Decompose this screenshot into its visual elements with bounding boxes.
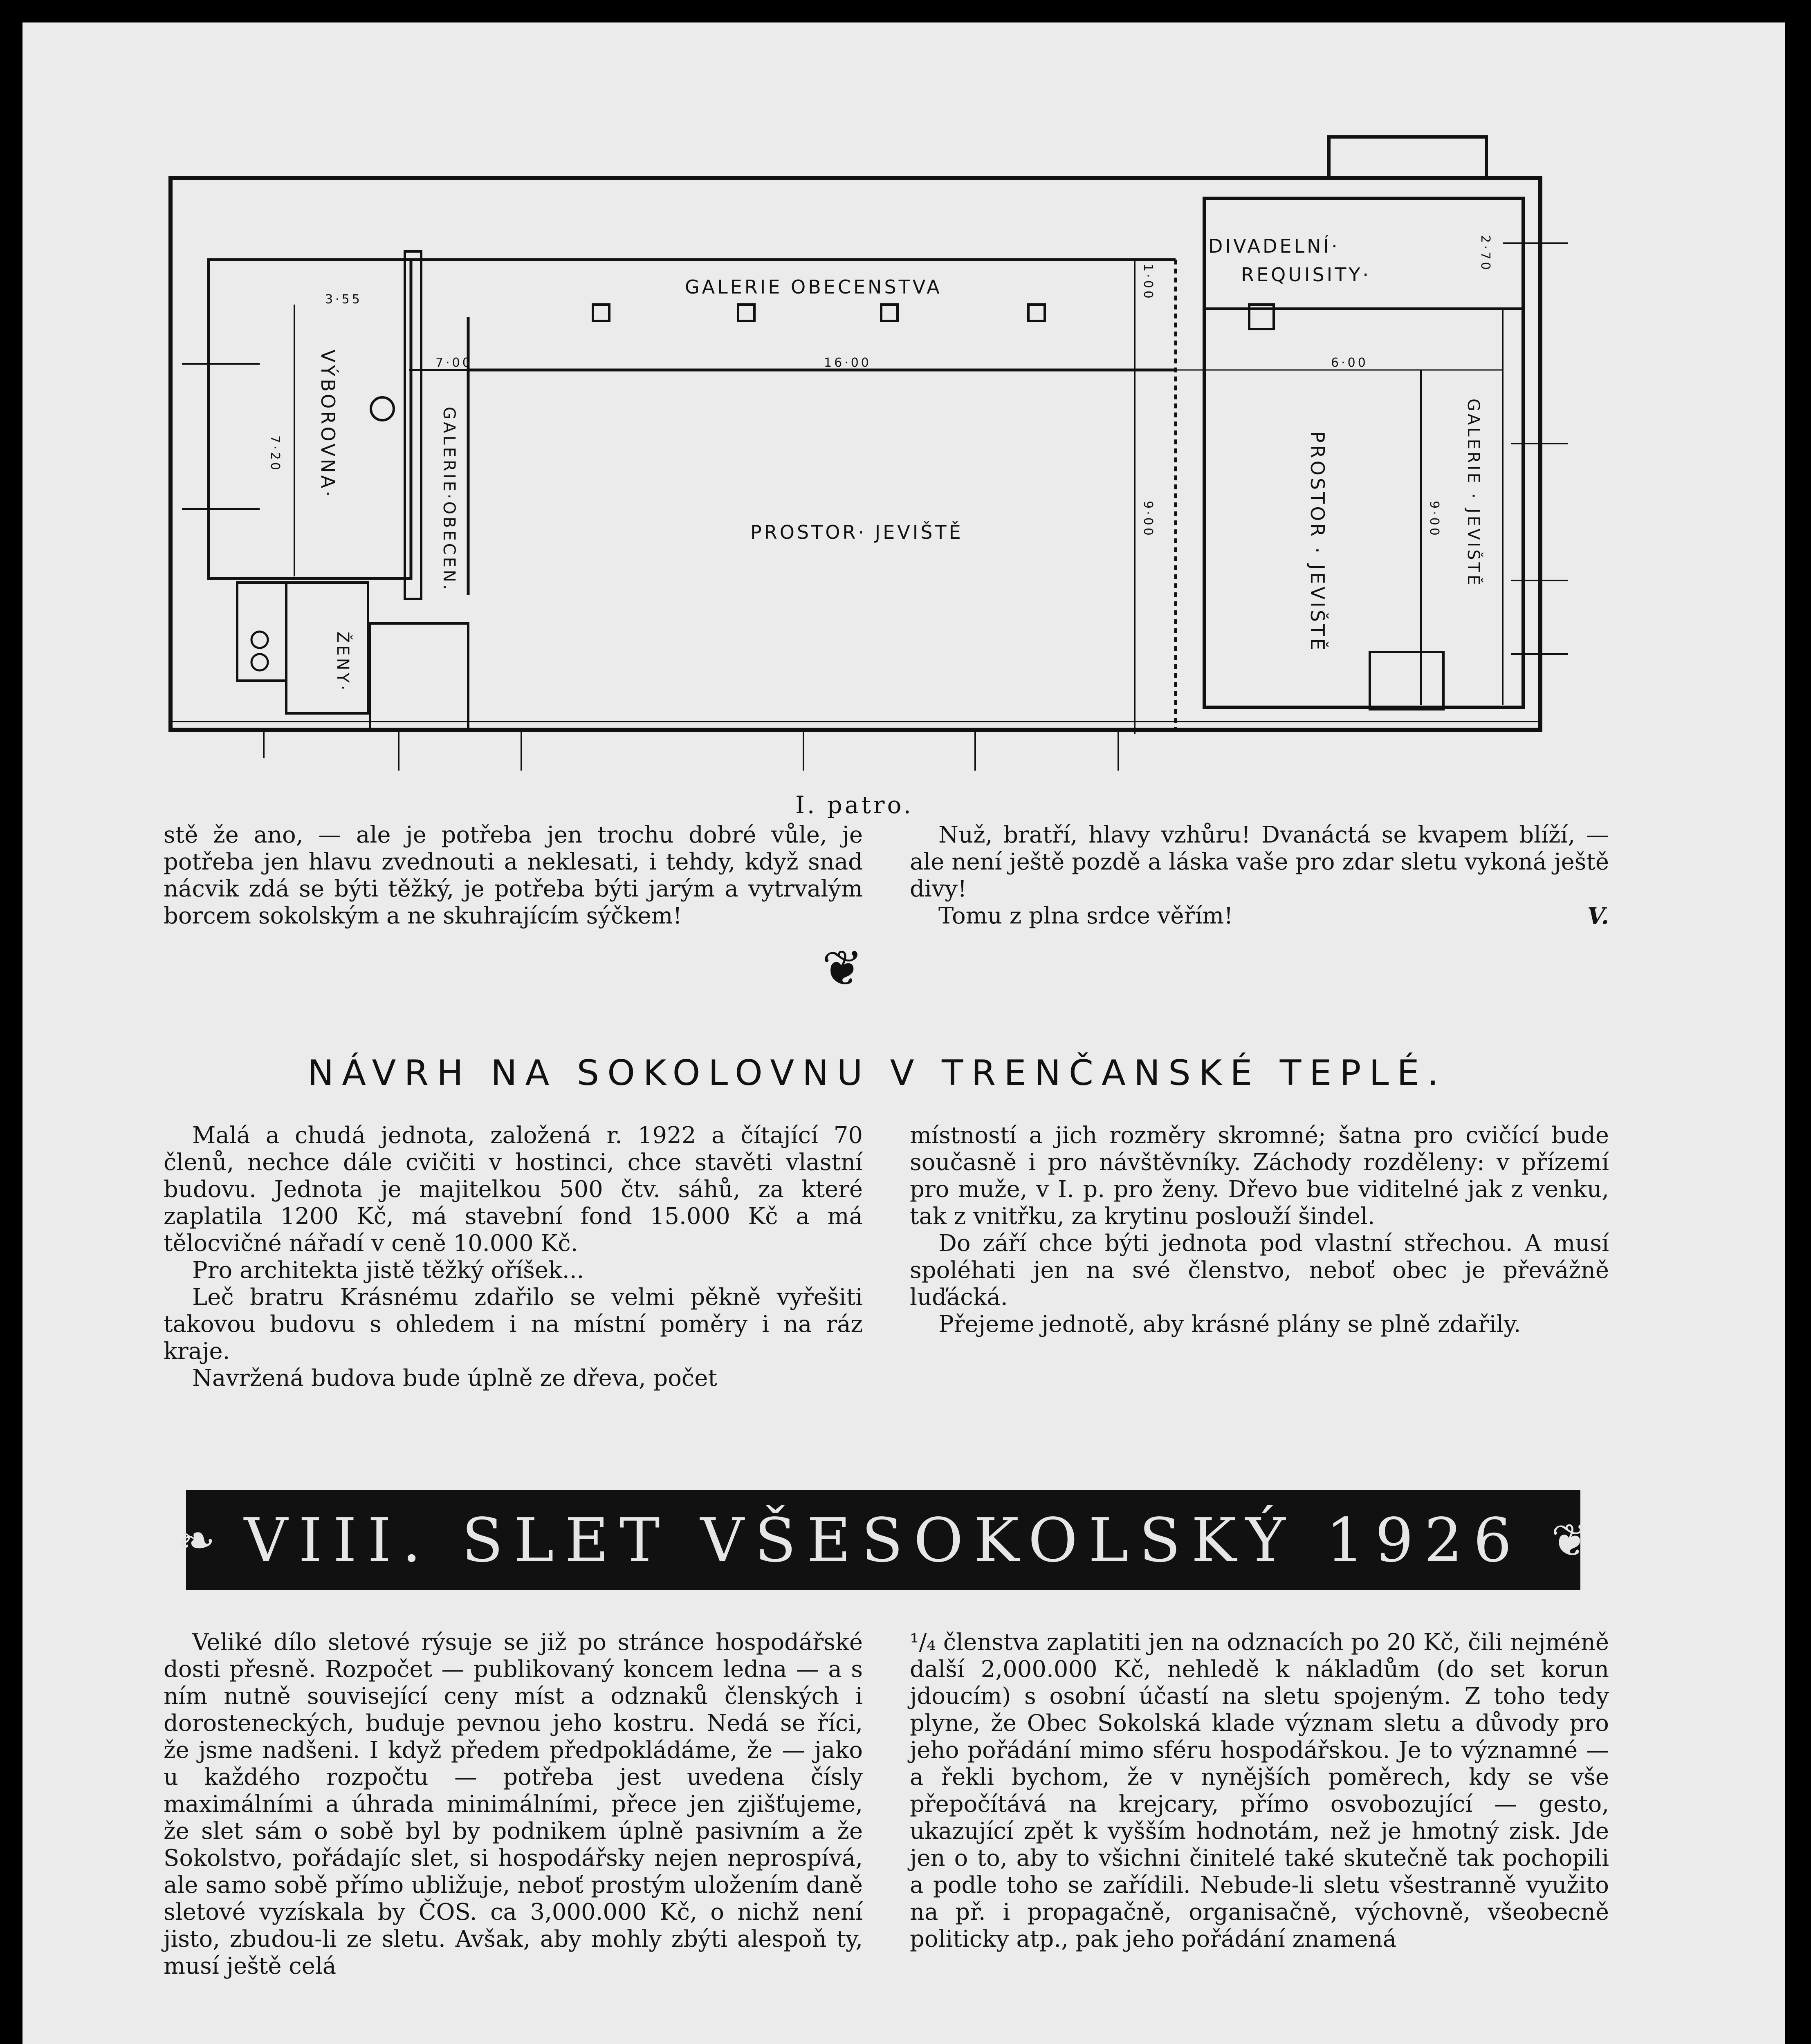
- label-prostor-jeviste-right: PROSTOR · JEVIŠTĚ: [1306, 431, 1329, 653]
- article1-paragraph: Přejeme jednotě, aby krásné plány se plně zdařily.: [938, 1311, 1521, 1338]
- banner-title: VIII. SLET VŠESOKOLSKÝ 1926: [244, 1505, 1523, 1576]
- intro-left-column: [164, 822, 863, 930]
- dimension-label: 9·00: [1141, 501, 1155, 538]
- dimension-label: 2·70: [1478, 235, 1492, 272]
- label-galerie-obecen: GALERIE·OBECEN.: [440, 407, 458, 592]
- label-divadelni: DIVADELNÍ·: [1208, 235, 1340, 257]
- article2-paragraph: Veliké dílo sletové rýsuje se již po stránce hospodářské dosti přesně. Rozpočet — publikovaný koncem ledna — a s ním nutně související ceny míst a odznaků členských i dorosteneckých, buduje pevnou jeho kostru. Nedá se říci, že jsme nadšeni. I když předem předpokládáme, že — jako u každého rozpočtu — potřeba jest uvedena čísly maximálními a úhrada minimálními, přece jen zjišťujeme, že slet sám o sobě byl by podnikem úplně pasivním a že Sokolstvo, pořádajíc slet, si hospodářsky nejen neprospívá, ale samo sobě přímo ubližuje, neboť prostým uložením daně sletové vyzískala by ČOS. ca 3,000.000 Kč, o nichž není jisto, zbudou-li ze sletu. Avšak, aby mohly zbýti alespoň ty, musí ještě celá: [164, 1629, 863, 1979]
- floor-plan-drawing: [22, 22, 1785, 840]
- article1-paragraph: Do září chce býti jednota pod vlastní střechou. A musí spoléhati jen na své členstvo, neboť obec je převážně luďácká.: [910, 1230, 1609, 1311]
- floor-label: I. patro.: [795, 791, 913, 819]
- article2-paragraph: ¹/₄ členstva zaplatiti jen na odznacích po 20 Kč, čili nejméně další 2,000.000 Kč, nehledě k nákladům (do set korun jdoucím) s osobní účastí na sletu spojeným. Z toho tedy plyne, že Obec Sokolská klade význam sletu a důvody pro jeho pořádání mimo sféru hospodářskou. Je to významné — a řekli bychom, že v nynějších poměrech, kdy se vše přepočítává na krejcary, přímo osvobozující — gesto, ukazující zpět k vyšším hodnotám, než je hmotný zisk. Jde jen o to, aby to všichni činitelé také skutečně tak pochopili a podle toho se zařídili. Nebude-li sletu všestranně využito na př. i propagačně, organisačně, výchovně, všeobecně politicky atp., pak jeho pořádání znamená: [910, 1629, 1609, 1952]
- page: [22, 22, 1785, 2044]
- intro-right-paragraph-2: [910, 903, 1609, 930]
- article1-paragraph: Pro architekta jistě těžký oříšek...: [192, 1257, 584, 1284]
- article1-paragraph: Navržená budova bude úplně ze dřeva, počet: [192, 1365, 717, 1392]
- dimension-label: 7·00: [435, 356, 473, 370]
- article1-left-column: [164, 1122, 863, 1392]
- article1-paragraph: Leč bratru Krásnému zdařilo se velmi pěkně vyřešiti takovou budovu s ohledem i na místní poměry i na ráz kraje.: [164, 1284, 863, 1365]
- intro-left-text: stě že ano, — ale je potřeba jen trochu dobré vůle, je potřeba jen hlavu zvednouti a neklesati, i tehdy, když snad nácvik zdá se býti těžký, je potřeba býti jarým a vytrvalým borcem sokolským a ne skuhrajícím sýčkem!: [164, 822, 863, 929]
- signature: V.: [1587, 903, 1609, 930]
- article2-left-column: [164, 1629, 863, 1980]
- article2-right-column: [910, 1629, 1609, 1953]
- floor-plan: [22, 22, 1785, 840]
- label-galerie-obecenstva: GALERIE OBECENSTVA: [685, 276, 942, 298]
- intro-right-paragraph: Nuž, bratří, hlavy vzhůru! Dvanáctá se kvapem blíží, — ale není ještě pozdě a láska vaše pro zdar sletu vykoná ještě divy!: [910, 822, 1609, 902]
- dimension-label: 6·00: [1331, 356, 1368, 370]
- intro-right-text: Tomu z plna srdce věřím!: [938, 903, 1233, 929]
- article1-paragraph: Malá a chudá jednota, založená r. 1922 a čítající 70 členů, nechce dále cvičiti v hostinci, chce stavěti vlastní budovu. Jednota je majitelkou 500 čtv. sáhů, za které zaplatila 1200 Kč, má stavební fond 15.000 Kč a má tělocvičné nářadí v ceně 10.000 Kč.: [164, 1122, 863, 1257]
- ornament-icon: ❦: [822, 940, 863, 997]
- article1-right-column: [910, 1122, 1609, 1338]
- label-rekvisity: REQUISITY·: [1241, 264, 1371, 286]
- label-zeny: ŽENY·: [333, 632, 352, 693]
- dimension-label: 16·00: [824, 356, 871, 370]
- dimension-label: 3·55: [325, 292, 362, 307]
- slet-banner: [177, 1490, 1589, 1590]
- article-heading: NÁVRH NA SOKOLOVNU V TRENČANSKÉ TEPLÉ.: [307, 1053, 1447, 1094]
- label-vyborovna: VÝBOROVNA·: [317, 350, 339, 499]
- label-prostor-jeviste: PROSTOR· JEVIŠTĚ: [750, 521, 963, 543]
- label-galerie-jeviste: GALERIE · JEVIŠTĚ: [1464, 399, 1483, 588]
- dimension-label: 1·00: [1141, 264, 1155, 301]
- article1-paragraph: místností a jich rozměry skromné; šatna pro cvičící bude současně i pro návštěvníky. Záchody rozděleny: v přízemí pro muže, v I. p. pro ženy. Dřevo bue viditelné jak z venku, tak z vnitřku, za krytinu poslouží šindel.: [910, 1122, 1609, 1230]
- ornament-right-icon: ❦: [1551, 1514, 1589, 1567]
- ornament-left-icon: ❧: [177, 1514, 215, 1567]
- intro-right-column: [910, 822, 1609, 930]
- dimension-label: 7·20: [268, 435, 282, 473]
- dimension-label: 9·00: [1427, 501, 1441, 538]
